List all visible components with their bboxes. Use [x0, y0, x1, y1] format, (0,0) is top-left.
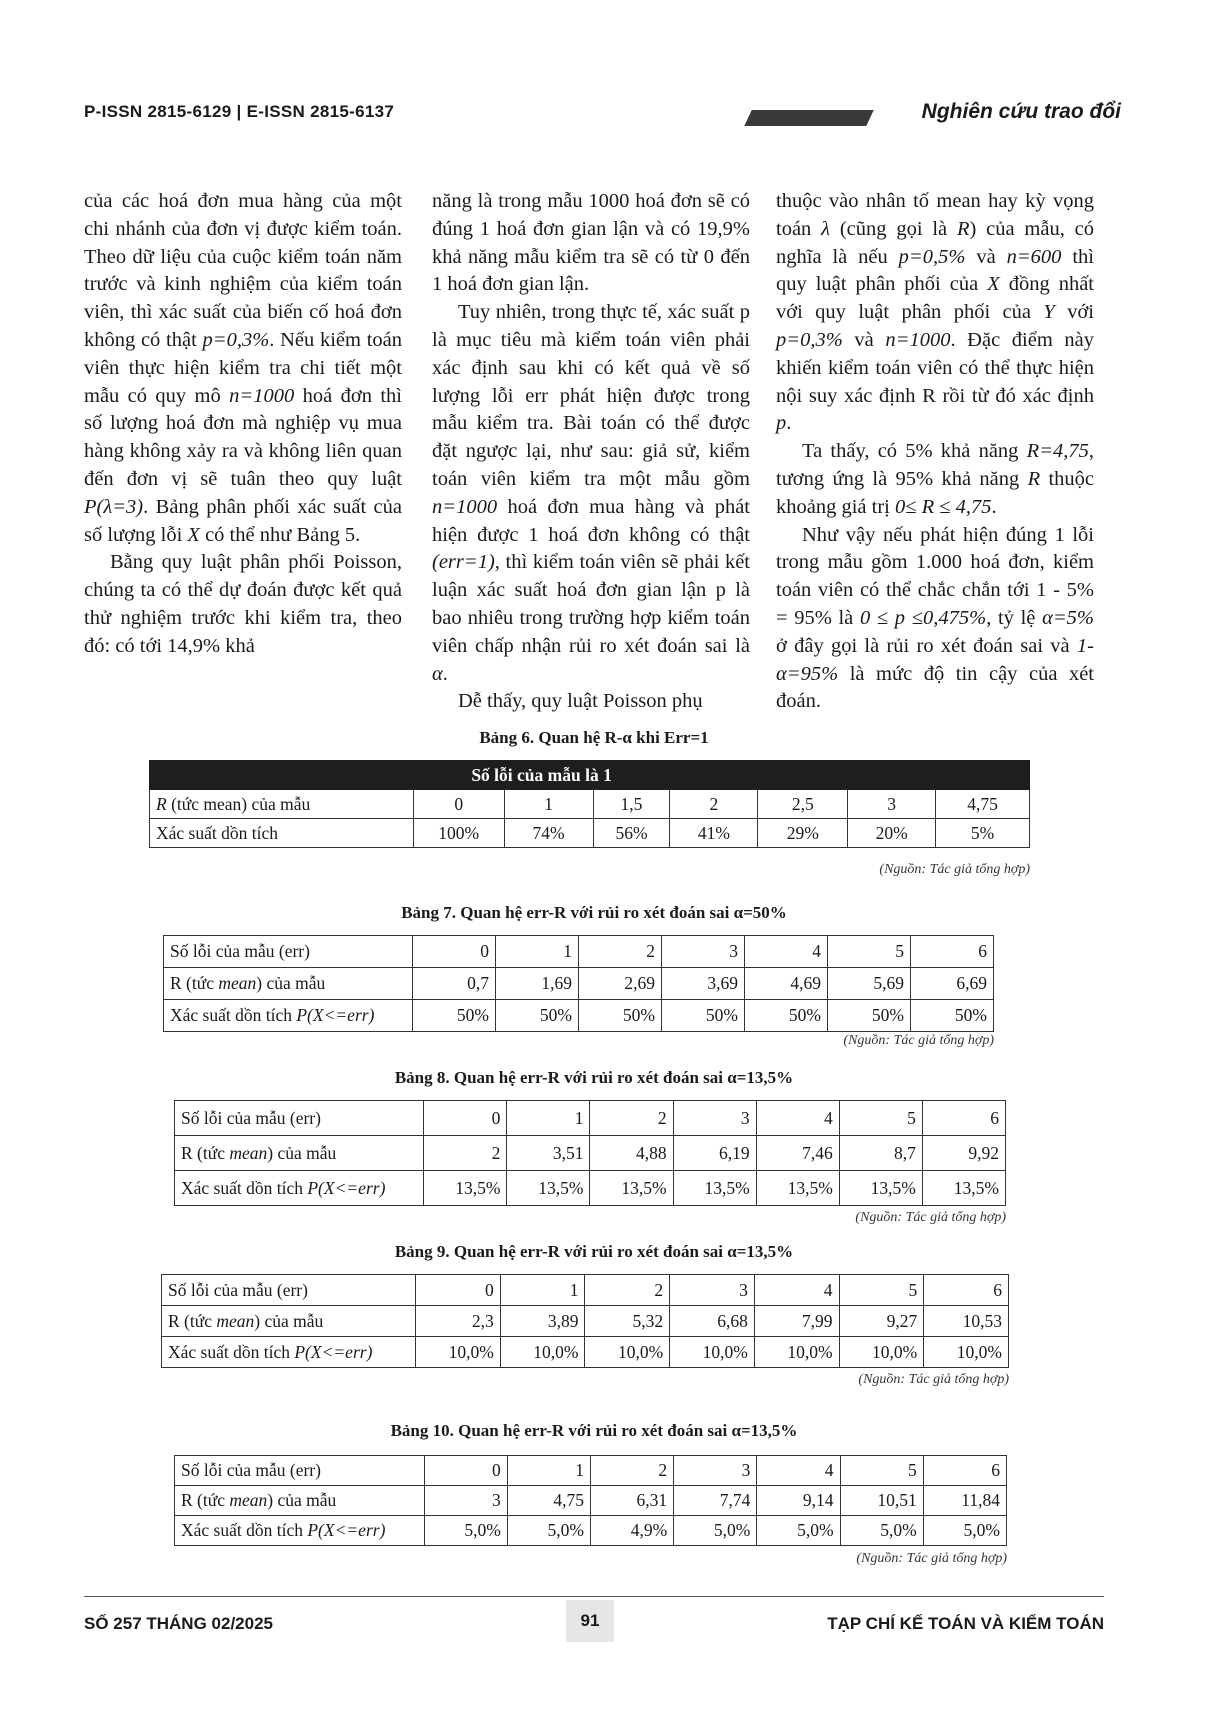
table-row	[150, 790, 1030, 819]
row-label: Xác suất dồn tích P(X<=err)	[175, 1516, 425, 1546]
table-cell: 74%	[504, 819, 593, 848]
table-cell: 4,69	[745, 968, 828, 1000]
table-cell: 9,14	[757, 1486, 840, 1516]
table-cell: 13,5%	[839, 1171, 922, 1206]
table-cell: 50%	[413, 1000, 496, 1032]
paragraph: năng là trong mẫu 1000 hoá đơn sẽ có đúng 1 hoá đơn gian lận và có 19,9% khả năng mẫu kiểm tra sẽ có từ 0 đến 1 hoá đơn gian lận.	[432, 190, 750, 296]
table-row	[164, 968, 994, 1000]
row-label: R (tức mean) của mẫu	[175, 1486, 425, 1516]
table-cell: 3	[662, 936, 745, 968]
table-cell: 0	[424, 1101, 507, 1136]
table-cell: 2,5	[758, 790, 848, 819]
table-cell: 3,89	[500, 1306, 585, 1337]
table-cell: 2	[670, 790, 758, 819]
table-cell: 2,69	[579, 968, 662, 1000]
table-cell: 13,5%	[673, 1171, 756, 1206]
table-cell: 10,0%	[754, 1337, 839, 1368]
table-cell: 5%	[936, 819, 1030, 848]
table-row	[175, 1486, 1007, 1516]
table-9-source: (Nguồn: Tác giả tổng hợp)	[858, 1372, 1009, 1387]
table-cell: 6	[922, 1101, 1005, 1136]
table-6	[149, 760, 1030, 848]
table-cell: 4	[756, 1101, 839, 1136]
table-9	[161, 1274, 1009, 1368]
table-cell: 1	[504, 790, 593, 819]
table-cell: 4,9%	[590, 1516, 673, 1546]
table-cell: 0	[416, 1275, 501, 1306]
table-cell: 6,68	[670, 1306, 755, 1337]
paragraph: Như vậy nếu phát hiện đúng 1 lỗi trong mẫu gồm 1.000 hoá đơn, kiểm toán viên có thể chắc chắn tới 1 - 5% = 95% là 0 ≤ p ≤0,475%, tỷ lệ α=5% ở đây gọi là rủi ro xét đoán sai và 1- α=95% là mức độ tin cậy của xét đoán.	[776, 523, 1094, 713]
table-cell: 5,0%	[674, 1516, 757, 1546]
text-column-3	[776, 188, 1094, 716]
table-cell: 2	[590, 1456, 673, 1486]
table-cell: 5	[839, 1275, 924, 1306]
table-row	[162, 1275, 1009, 1306]
table-row	[175, 1171, 1006, 1206]
table-cell: 3	[674, 1456, 757, 1486]
table-cell: 50%	[662, 1000, 745, 1032]
table-row	[175, 1456, 1007, 1486]
table-cell: 4,75	[507, 1486, 590, 1516]
table-cell: 10,0%	[585, 1337, 670, 1368]
table-cell: 13,5%	[922, 1171, 1005, 1206]
table-cell: 6	[924, 1275, 1009, 1306]
table-cell: 1	[507, 1101, 590, 1136]
table-cell: 5,0%	[424, 1516, 507, 1546]
table-cell: 50%	[828, 1000, 911, 1032]
table-10	[174, 1455, 1007, 1546]
table-cell: 0	[413, 936, 496, 968]
table-cell: 7,46	[756, 1136, 839, 1171]
table-cell: 4,75	[936, 790, 1030, 819]
table-cell: 29%	[758, 819, 848, 848]
table-row	[162, 1337, 1009, 1368]
table-cell: 3,51	[507, 1136, 590, 1171]
table-cell: 50%	[745, 1000, 828, 1032]
table-row	[164, 1000, 994, 1032]
row-label: R (tức mean) của mẫu	[150, 790, 414, 819]
text-column-1	[84, 188, 402, 661]
table-cell: 1	[496, 936, 579, 968]
table-header-cell: Số lỗi của mẫu là 1	[413, 761, 670, 790]
text-column-2	[432, 188, 750, 716]
table-cell: 9,27	[839, 1306, 924, 1337]
table-row	[175, 1101, 1006, 1136]
row-label: Xác suất dồn tích P(X<=err)	[164, 1000, 413, 1032]
table-cell: 50%	[911, 1000, 994, 1032]
table-cell: 2	[585, 1275, 670, 1306]
table-cell: 6	[923, 1456, 1006, 1486]
table-cell: 5,69	[828, 968, 911, 1000]
issn-label: P-ISSN 2815-6129 | E-ISSN 2815-6137	[84, 102, 395, 121]
table-cell: 10,51	[840, 1486, 923, 1516]
table-8	[174, 1100, 1006, 1206]
table-cell: 8,7	[839, 1136, 922, 1171]
table-cell: 1,69	[496, 968, 579, 1000]
table-cell: 5	[840, 1456, 923, 1486]
table-cell: 0	[424, 1456, 507, 1486]
paragraph: Ta thấy, có 5% khả năng R=4,75, tương ứng là 95% khả năng R thuộc khoảng giá trị 0≤ R ≤ 4,75.	[776, 440, 1095, 518]
table-cell: 6	[911, 936, 994, 968]
row-label: Số lỗi của mẫu (err)	[164, 936, 413, 968]
table-cell: 3	[848, 790, 936, 819]
table-cell: 2	[579, 936, 662, 968]
row-label: R (tức mean) của mẫu	[175, 1136, 424, 1171]
table-row	[175, 1136, 1006, 1171]
table-8-source: (Nguồn: Tác giả tổng hợp)	[855, 1210, 1006, 1225]
table-cell: 50%	[579, 1000, 662, 1032]
table-row	[150, 819, 1030, 848]
table-cell: 4	[745, 936, 828, 968]
row-label: Số lỗi của mẫu (err)	[175, 1456, 425, 1486]
table-cell: 13,5%	[590, 1171, 673, 1206]
table-cell: 41%	[670, 819, 758, 848]
row-label: Số lỗi của mẫu (err)	[162, 1275, 416, 1306]
row-label: Xác suất dồn tích P(X<=err)	[175, 1171, 424, 1206]
table-cell: 3	[670, 1275, 755, 1306]
table-cell: 2	[590, 1101, 673, 1136]
table-cell: 50%	[496, 1000, 579, 1032]
table-cell: 10,53	[924, 1306, 1009, 1337]
table-cell: 2	[424, 1136, 507, 1171]
table-cell: 13,5%	[756, 1171, 839, 1206]
table-cell: 2,3	[416, 1306, 501, 1337]
table-cell: 1	[500, 1275, 585, 1306]
table-10-source: (Nguồn: Tác giả tổng hợp)	[856, 1551, 1007, 1566]
table-cell: 10,0%	[670, 1337, 755, 1368]
table-cell: 3,69	[662, 968, 745, 1000]
row-label: Xác suất dồn tích P(X<=err)	[162, 1337, 416, 1368]
table-cell: 1	[507, 1456, 590, 1486]
table-cell: 0	[413, 790, 504, 819]
table-cell: 3	[673, 1101, 756, 1136]
table-cell: 5,0%	[507, 1516, 590, 1546]
table-cell: 4	[754, 1275, 839, 1306]
footer-rule	[84, 1596, 1104, 1597]
table-cell: 5,0%	[840, 1516, 923, 1546]
row-label: R (tức mean) của mẫu	[164, 968, 413, 1000]
table-9-caption: Bảng 9. Quan hệ err-R với rủi ro xét đoán sai α=13,5%	[394, 1242, 794, 1261]
paragraph: Dễ thấy, quy luật Poisson phụ	[458, 690, 703, 713]
header-decor-bar	[744, 110, 873, 126]
table-row	[164, 936, 994, 968]
table-cell: 6,31	[590, 1486, 673, 1516]
table-cell: 4,88	[590, 1136, 673, 1171]
row-label: R (tức mean) của mẫu	[162, 1306, 416, 1337]
table-row	[175, 1516, 1007, 1546]
table-cell: 20%	[848, 819, 936, 848]
paragraph: Tuy nhiên, trong thực tế, xác suất p là mục tiêu mà kiểm toán viên phải xác định sau khi có kết quả về số lượng lỗi err phát hiện được trong mẫu kiểm tra. Bài toán có thể được đặt ngược lại, như sau: giả sử, kiểm toán viên kiểm tra một mẫu gồm n=1000 hoá đơn mua hàng và phát hiện được 1 hoá đơn không có thật (err=1), thì kiểm toán viên sẽ phải kết luận xác suất hoá đơn gian lận p là bao nhiêu trong trường hợp kiểm toán viên chấp nhận rủi ro xét đoán sai là α.	[432, 301, 750, 685]
table-cell: 10,0%	[416, 1337, 501, 1368]
table-cell: 7,74	[674, 1486, 757, 1516]
table-header-row	[150, 761, 1030, 790]
table-6-source: (Nguồn: Tác giả tổng hợp)	[879, 862, 1030, 877]
table-cell: 11,84	[923, 1486, 1006, 1516]
row-label: Xác suất dồn tích	[150, 819, 414, 848]
table-cell: 56%	[593, 819, 670, 848]
table-cell: 100%	[413, 819, 504, 848]
table-row	[162, 1306, 1009, 1337]
table-cell: 6,19	[673, 1136, 756, 1171]
table-cell: 1,5	[593, 790, 670, 819]
section-title: Nghiên cứu trao đổi	[921, 100, 1121, 123]
row-label: Số lỗi của mẫu (err)	[175, 1101, 424, 1136]
table-cell: 13,5%	[507, 1171, 590, 1206]
table-7	[163, 935, 994, 1032]
table-cell: 9,92	[922, 1136, 1005, 1171]
table-cell: 13,5%	[424, 1171, 507, 1206]
article-body	[84, 188, 1104, 728]
table-7-caption: Bảng 7. Quan hệ err-R với rủi ro xét đoán sai α=50%	[401, 903, 787, 922]
table-cell: 0,7	[413, 968, 496, 1000]
table-cell: 4	[757, 1456, 840, 1486]
table-cell: 5,0%	[923, 1516, 1006, 1546]
table-cell: 10,0%	[924, 1337, 1009, 1368]
paragraph: Bằng quy luật phân phối Poisson, chúng ta có thể dự đoán được kết quả thử nghiệm trước khi kiểm tra, theo đó: có tới 14,9% khả	[84, 551, 402, 657]
table-cell: 5	[839, 1101, 922, 1136]
table-cell: 5,32	[585, 1306, 670, 1337]
paragraph: thuộc vào nhân tố mean hay kỳ vọng toán λ (cũng gọi là R) của mẫu, có nghĩa là nếu p=0,5% và n=600 thì quy luật phân phối của X đồng nhất với quy luật phân phối của Y với p=0,3% và n=1000. Đặc điểm này khiến kiểm toán viên có thể thực hiện nội suy xác định R rồi từ đó xác định p.	[776, 190, 1095, 435]
table-cell: 5	[828, 936, 911, 968]
table-cell: 10,0%	[500, 1337, 585, 1368]
paragraph: của các hoá đơn mua hàng của một chi nhánh của đơn vị được kiểm toán. Theo dữ liệu của cuộc kiểm toán năm trước và kinh nghiệm của kiểm toán viên, thì xác suất của biến cố hoá đơn không có thật p=0,3%. Nếu kiểm toán viên thực hiện kiểm tra chi tiết một mẫu có quy mô n=1000 hoá đơn thì số lượng hoá đơn mà nghiệp vụ mua hàng không xảy ra và không liên quan đến đơn vị sẽ tuân theo quy luật P(λ=3). Bảng phân phối xác suất của số lượng lỗi X có thể như Bảng 5.	[84, 190, 402, 546]
table-10-caption: Bảng 10. Quan hệ err-R với rủi ro xét đoán sai α=13,5%	[390, 1421, 798, 1440]
table-cell: 5,0%	[757, 1516, 840, 1546]
journal-name: TẠP CHÍ KẾ TOÁN VÀ KIỂM TOÁN	[827, 1614, 1104, 1633]
table-8-caption: Bảng 8. Quan hệ err-R với rủi ro xét đoán sai α=13,5%	[394, 1068, 794, 1087]
page-header	[84, 100, 1129, 140]
table-cell: 7,99	[754, 1306, 839, 1337]
table-cell: 10,0%	[839, 1337, 924, 1368]
table-7-source: (Nguồn: Tác giả tổng hợp)	[843, 1033, 994, 1048]
issue-label: SỐ 257 THÁNG 02/2025	[84, 1614, 273, 1633]
page-number: 91	[566, 1600, 614, 1642]
table-cell: 6,69	[911, 968, 994, 1000]
table-cell: 3	[424, 1486, 507, 1516]
table-6-caption: Bảng 6. Quan hệ R-α khi Err=1	[479, 728, 709, 747]
